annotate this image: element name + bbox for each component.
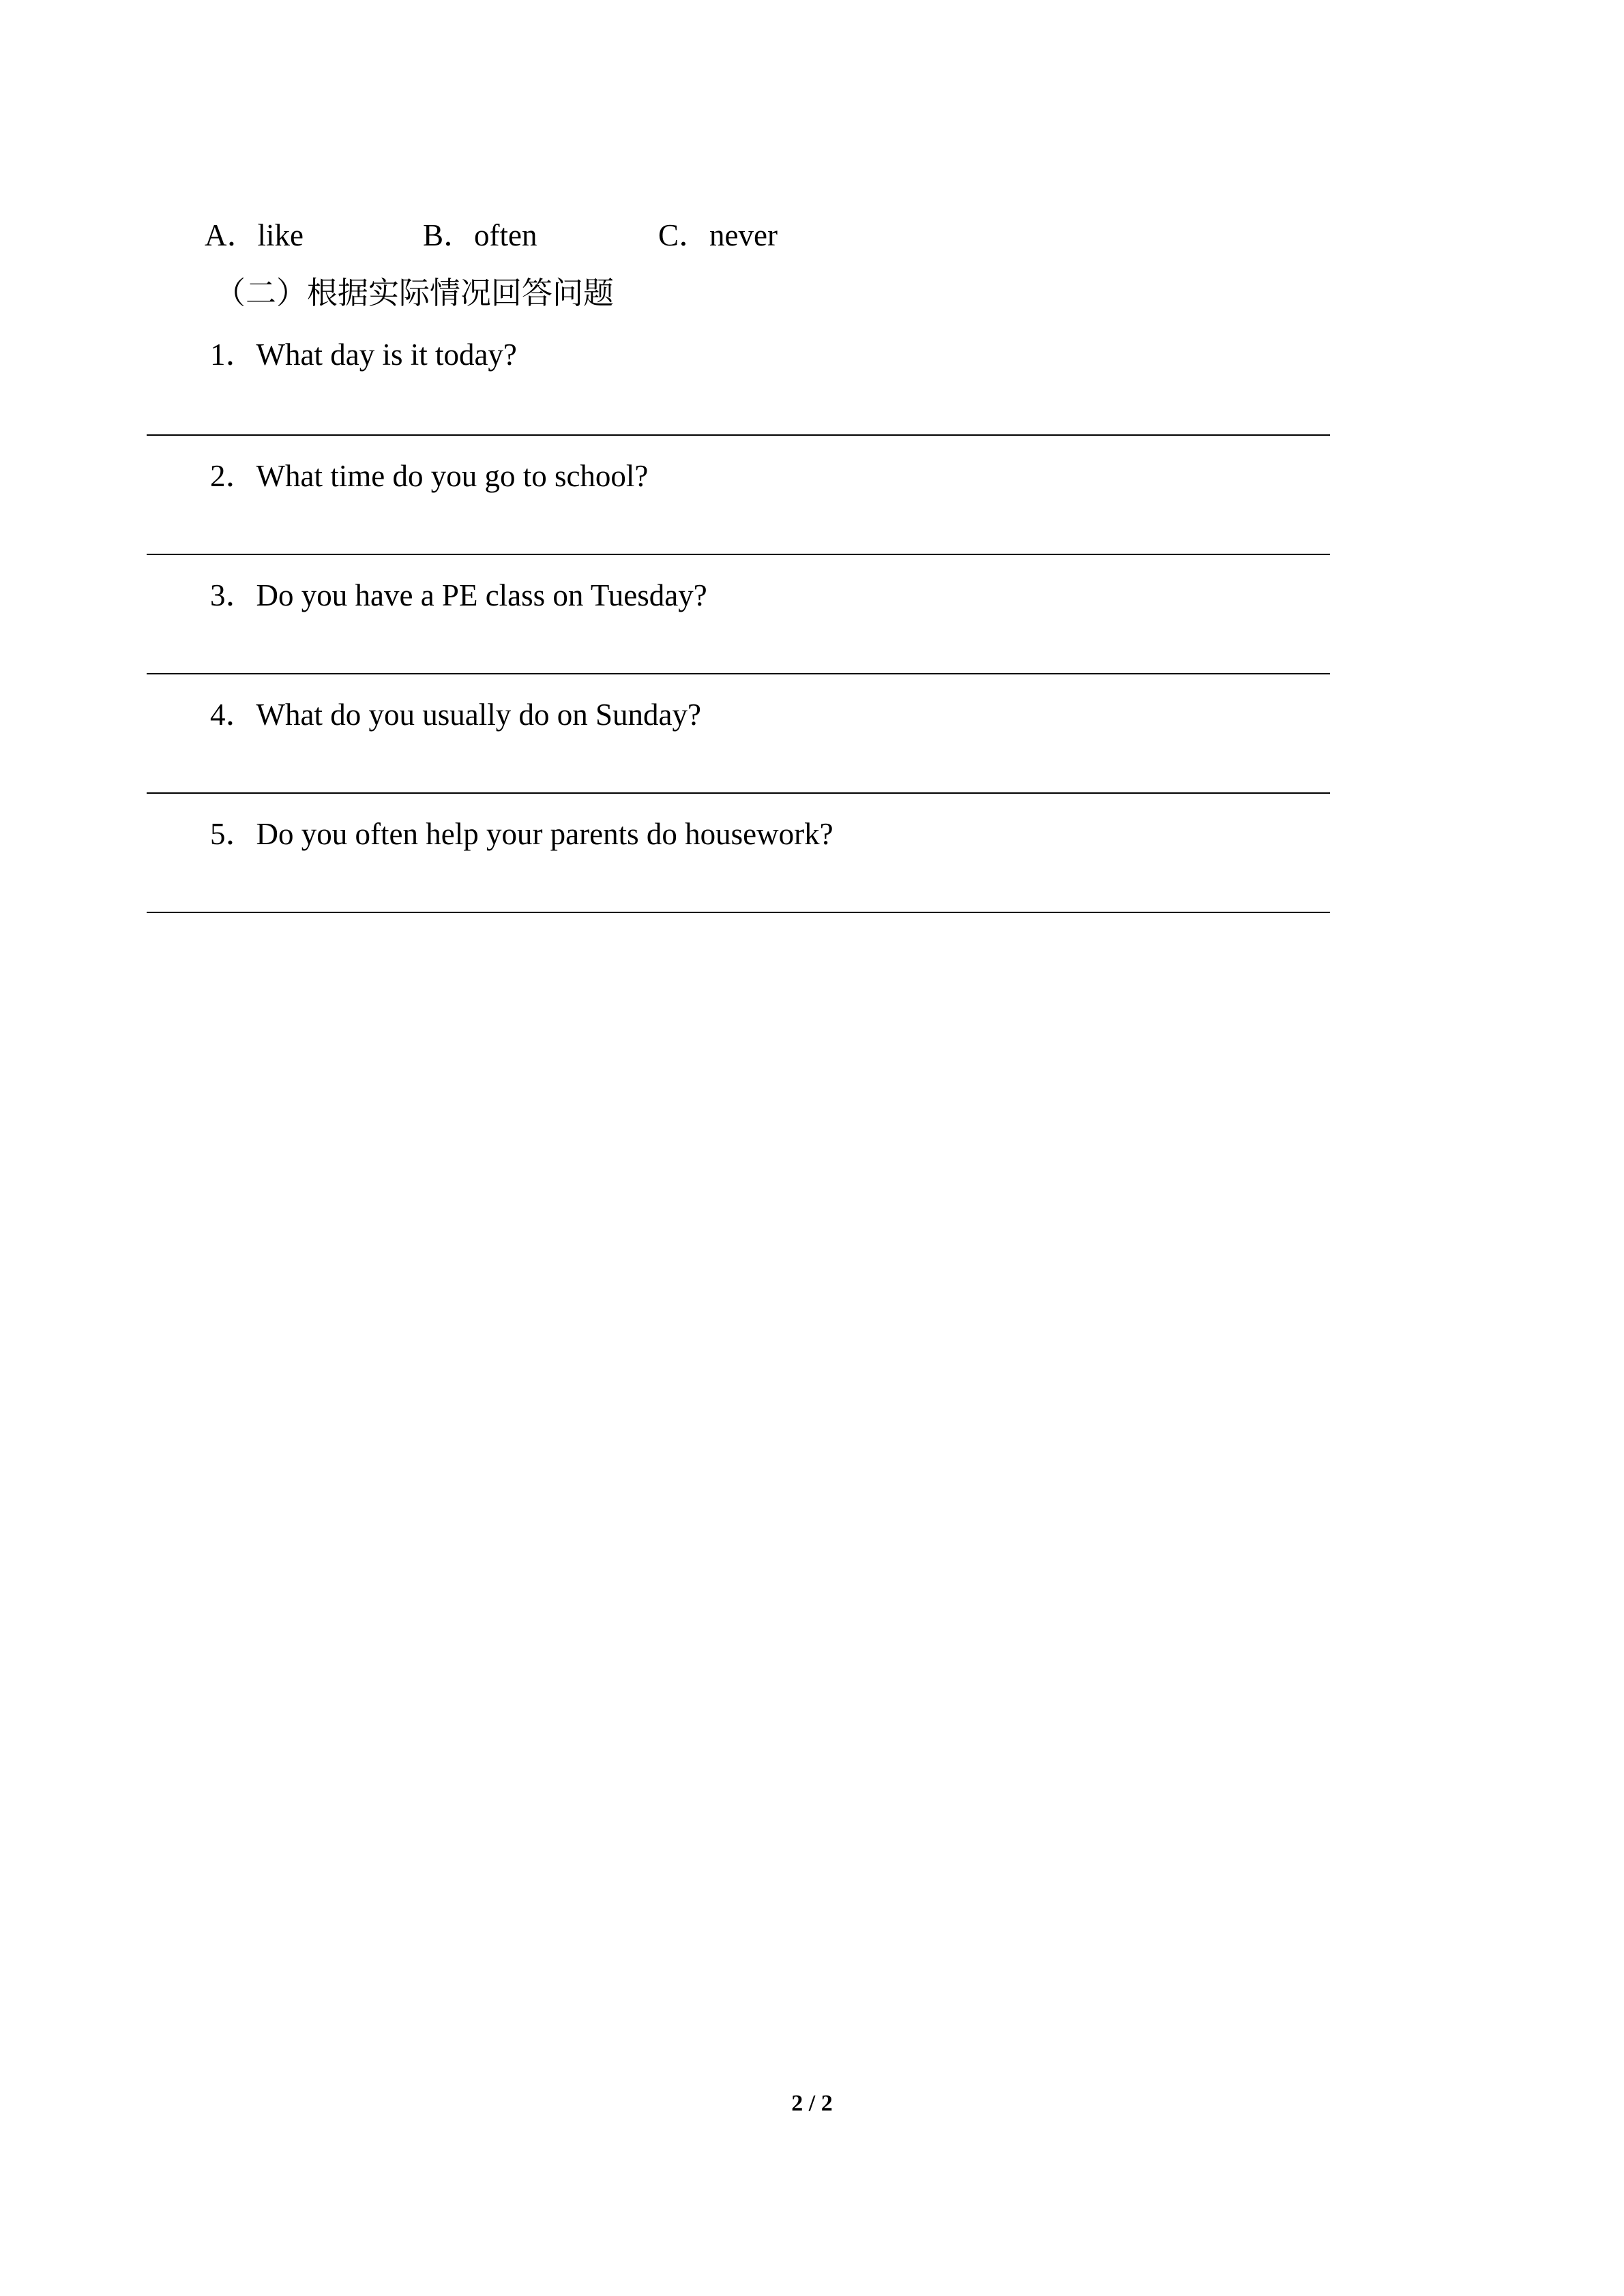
question-text: What time do you go to school? xyxy=(256,459,649,493)
answer-line-3[interactable] xyxy=(147,673,1330,674)
option-a-letter: A xyxy=(205,218,227,252)
option-c-text: never xyxy=(709,218,778,252)
question-number: 5． xyxy=(210,817,256,851)
question-text: Do you often help your parents do housework? xyxy=(256,817,833,851)
option-c-letter: C xyxy=(658,218,679,252)
question-number: 4． xyxy=(210,698,256,732)
section-heading: （二）根据实际情况回答问题 xyxy=(215,275,615,311)
question-text: What day is it today? xyxy=(256,338,517,372)
option-c-separator: ． xyxy=(679,218,710,252)
question-number: 3． xyxy=(210,578,256,612)
option-b xyxy=(423,215,537,256)
option-a-separator: ． xyxy=(226,218,258,252)
question-text: What do you usually do on Sunday? xyxy=(256,698,701,732)
answer-line-4[interactable] xyxy=(147,792,1330,794)
option-b-letter: B xyxy=(423,218,444,252)
question-2 xyxy=(210,456,648,496)
answer-line-1[interactable] xyxy=(147,434,1330,436)
question-4 xyxy=(210,694,701,735)
question-1 xyxy=(210,334,517,375)
option-a xyxy=(205,215,304,256)
question-text: Do you have a PE class on Tuesday? xyxy=(256,578,707,612)
question-5 xyxy=(210,814,833,854)
question-number: 2． xyxy=(210,459,256,493)
question-3 xyxy=(210,575,707,616)
option-c xyxy=(658,215,778,256)
answer-line-2[interactable] xyxy=(147,554,1330,555)
option-a-text: like xyxy=(257,218,304,252)
option-b-text: often xyxy=(474,218,537,252)
question-number: 1． xyxy=(210,338,256,372)
page-number: 2 / 2 xyxy=(791,2091,833,2116)
answer-line-5[interactable] xyxy=(147,912,1330,913)
option-b-separator: ． xyxy=(443,218,475,252)
